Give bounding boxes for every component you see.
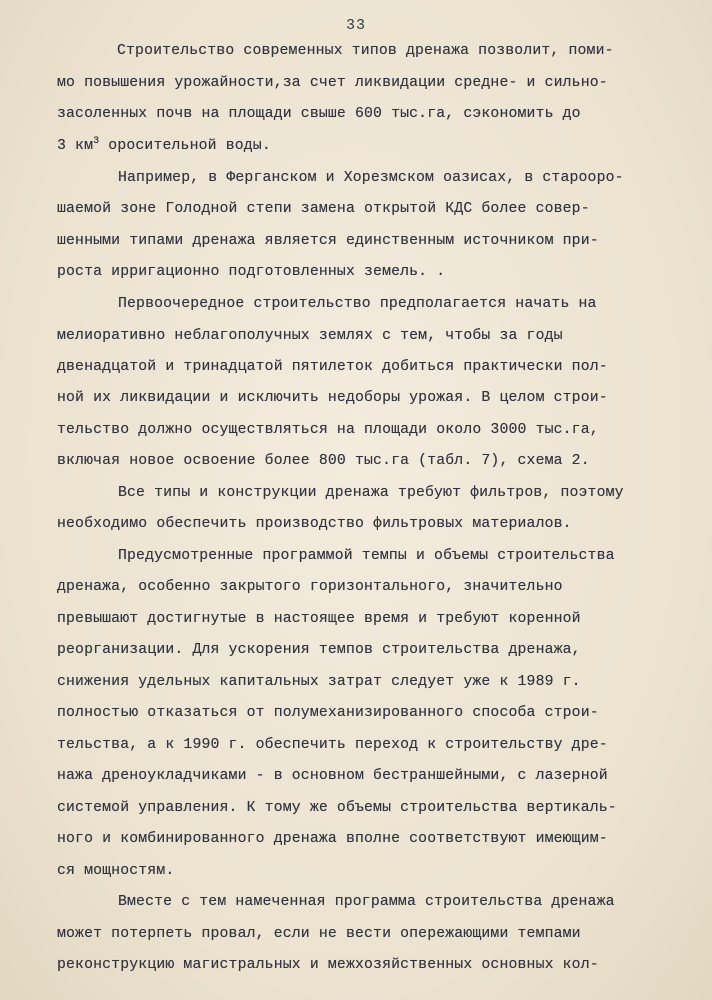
text-line: снижения удельных капитальных затрат следует уже к 1989 г. xyxy=(57,674,581,690)
text-line: шенными типами дренажа является единственным источником при- xyxy=(57,233,599,249)
page-number: 33 xyxy=(345,17,366,34)
text-line: мелиоративно неблагополучных землях с тем, чтобы за годы xyxy=(57,328,563,344)
text-line: тельство должно осуществляться на площади около 3000 тыс.га, xyxy=(57,422,599,438)
text-line: системой управления. К тому же объемы строительства вертикаль- xyxy=(57,800,617,816)
text-line: полностью отказаться от полумеханизированного способа строи- xyxy=(57,705,599,721)
text-line: превышают достигнутые в настоящее время и требуют коренной xyxy=(57,611,581,627)
text-line: Строительство современных типов дренажа позволит, поми- xyxy=(117,43,614,59)
text-line: тельства, а к 1990 г. обеспечить переход к строительству дре- xyxy=(57,737,608,753)
text-line: Вместе с тем намеченная программа строительства дренажа xyxy=(118,894,615,910)
text-line: ной их ликвидации и исключить недоборы урожая. В целом строи- xyxy=(57,390,608,406)
text-line: Например, в Ферганском и Хорезмском оазисах, в староорo- xyxy=(118,170,624,186)
text-line-with-superscript xyxy=(57,136,271,156)
text-line: может потерпеть провал, если не вести опережающими темпами xyxy=(57,926,581,942)
text-line: двенадцатой и тринадцатой пятилеток добиться практически пол- xyxy=(57,359,608,375)
superscript: 3 xyxy=(93,136,100,147)
text-line: Все типы и конструкции дренажа требуют фильтров, поэтому xyxy=(118,485,624,501)
text-line: Первоочередное строительство предполагается начать на xyxy=(118,296,597,312)
text-line: Предусмотренные программой темпы и объемы строительства xyxy=(118,548,615,564)
text-fragment: оросительной воды. xyxy=(99,138,271,154)
text-line: ного и комбинированного дренажа вполне соответствуют имеющим- xyxy=(57,831,608,847)
text-line: дренажа, особенно закрытого горизонтального, значительно xyxy=(57,579,563,595)
text-fragment: 3 км xyxy=(57,138,94,154)
text-line: засоленных почв на площади свыше 600 тыс.га, сэкономить до xyxy=(57,106,581,122)
text-line: реорганизации. Для ускорения темпов строительства дренажа, xyxy=(57,642,581,658)
text-line: реконструкцию магистральных и межхозяйственных основных кол- xyxy=(57,957,599,973)
text-line: шаемой зоне Голодной степи замена открытой КДС более совер- xyxy=(57,201,590,217)
text-line: необходимо обеспечить производство фильтровых материалов. xyxy=(57,516,572,532)
text-line: роста ирригационно подготовленных земель. . xyxy=(57,264,446,280)
text-line: включая новое освоение более 800 тыс.га (табл. 7), схема 2. xyxy=(57,453,590,469)
text-line: мо повышения урожайности,за счет ликвидации средне- и сильно- xyxy=(57,75,608,91)
text-line: нажа дреноукладчиками - в основном бестраншейными, с лазерной xyxy=(57,768,608,784)
text-line: ся мощностям. xyxy=(57,863,175,879)
